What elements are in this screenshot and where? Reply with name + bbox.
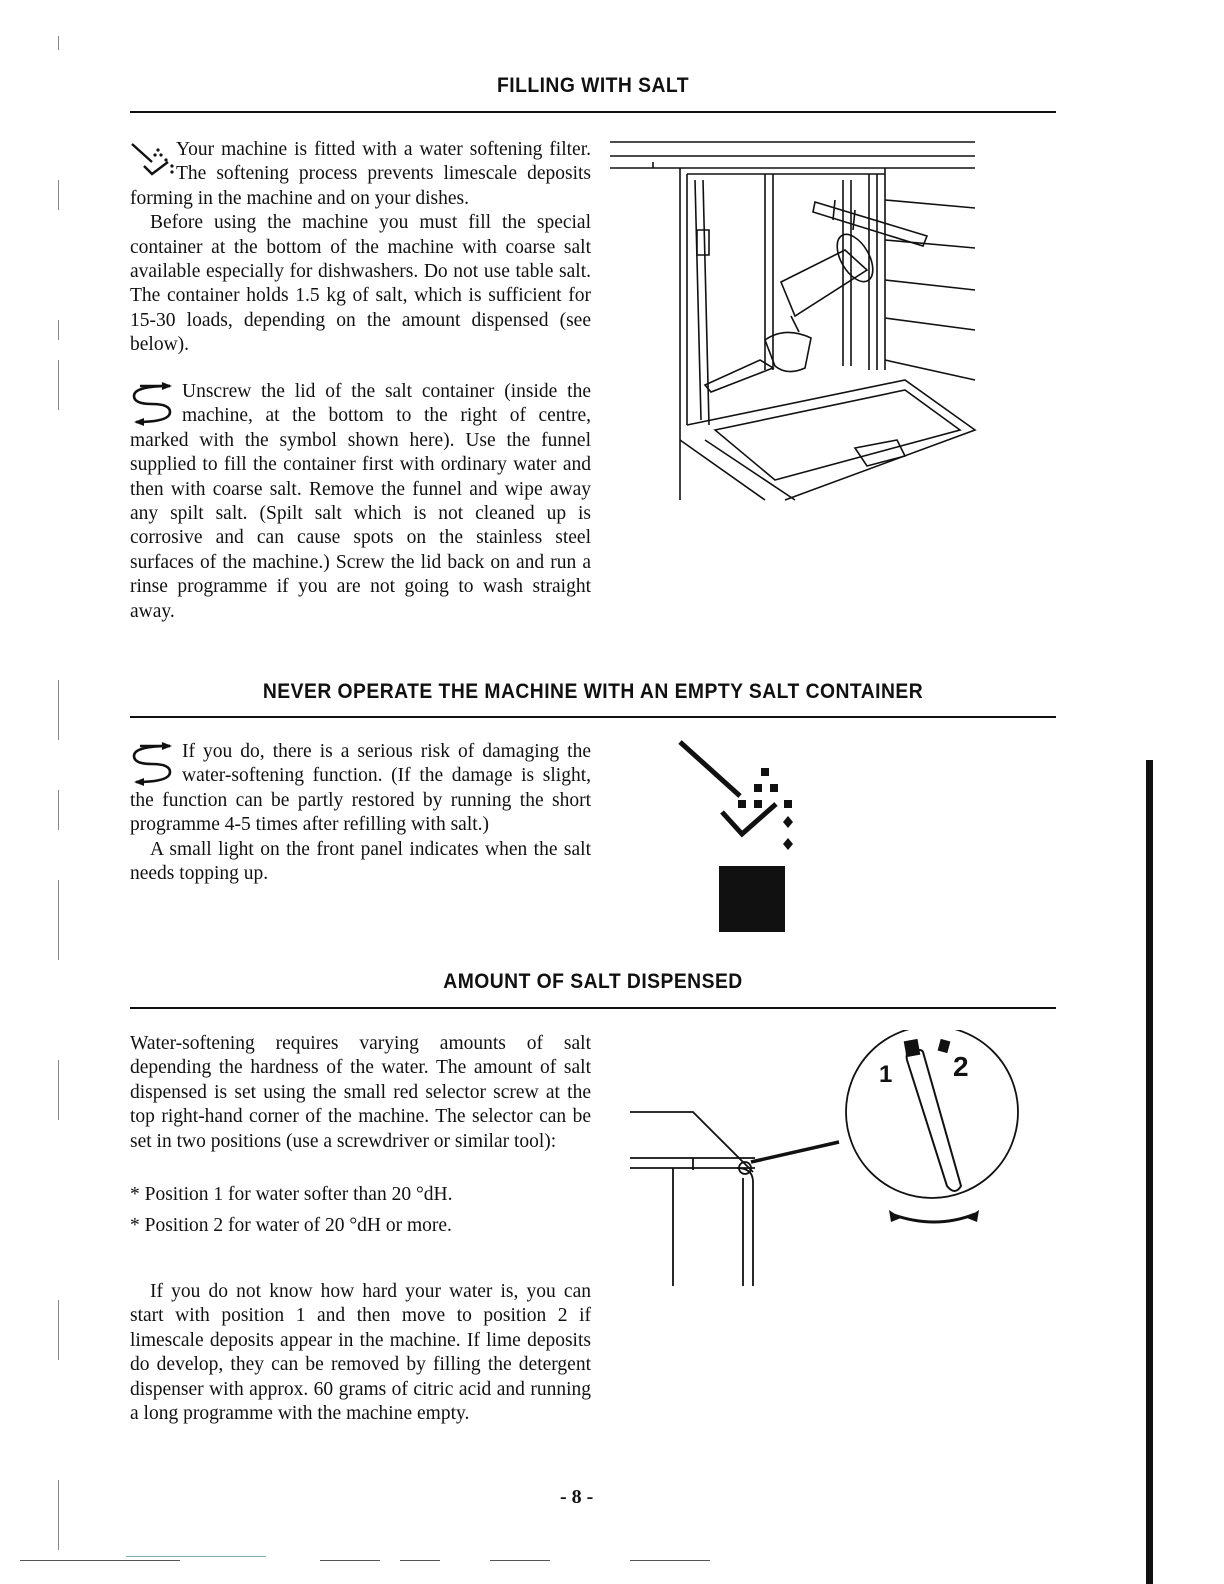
water-softener-icon	[130, 140, 176, 180]
water-softener-large-icon	[676, 738, 806, 858]
salt-selector-illustration	[625, 1030, 1025, 1290]
scan-margin-mark	[58, 680, 59, 740]
salt-indicator-light	[719, 866, 785, 932]
amount-advice-text: If you do not know how hard your water is, you can start with position 1 and then move to position 2 if limescale deposits appear in the machine. If lime deposits do develop, they can be removed by filling the detergent dispenser with approx. 60 grams of citric acid and running a long programme with the machine empty.	[130, 1281, 591, 1425]
scan-bottom-line	[630, 1560, 710, 1561]
scan-margin-mark	[58, 36, 59, 50]
salt-symbol-icon	[130, 382, 176, 426]
filling-before: Before using the machine you must fill the special container at the bottom of the machine with coarse salt available especially for dishwashers. Do not use table salt. The container holds 1.5 kg of salt, which is sufficient for 15-30 loads, depending on the amount dispensed (see below).	[130, 212, 591, 356]
section-title-never-operate: NEVER OPERATE THE MACHINE WITH AN EMPTY SALT CONTAINER	[262, 680, 924, 703]
scan-margin-mark	[58, 360, 59, 410]
dial-label-1: 1	[879, 1061, 893, 1088]
scan-bottom-line	[400, 1560, 440, 1561]
scan-margin-mark	[58, 1060, 59, 1120]
amount-advice	[130, 1280, 591, 1426]
scan-bottom-line	[126, 1556, 266, 1557]
scan-margin-mark	[58, 880, 59, 960]
bullet-position-2: * Position 2 for water of 20 °dH or more.	[130, 1215, 452, 1236]
dial-label-2: 2	[953, 1051, 969, 1082]
scan-bottom-line	[320, 1560, 380, 1561]
unscrew-text	[130, 380, 591, 624]
amount-intro-text: Water-softening requires varying amounts of salt depending the hardness of the water. The amount of salt dispensed is set using the small red selector screw at the top right-hand corner of the machine. The selector can be set in two positions (use a screwdriver or similar tool):	[130, 1033, 591, 1152]
dishwasher-filling-illustration	[605, 140, 980, 505]
section-title-filling: FILLING WITH SALT	[496, 74, 690, 97]
never-light: A small light on the front panel indicates when the salt needs topping up.	[130, 838, 591, 885]
scan-margin-mark	[58, 1480, 59, 1550]
section-rule	[130, 111, 1056, 113]
scan-right-edge	[1146, 760, 1153, 1584]
filling-text	[130, 138, 591, 358]
scan-bottom-line	[20, 1560, 180, 1561]
page-number: - 8 -	[560, 1486, 594, 1508]
never-text	[130, 740, 591, 886]
section-rule	[130, 716, 1056, 718]
amount-intro	[130, 1032, 591, 1154]
scan-bottom-line	[490, 1560, 550, 1561]
filling-intro: Your machine is fitted with a water softening filter. The softening process prevents limescale deposits forming in the machine and on your dishes.	[130, 139, 591, 209]
scan-margin-mark	[58, 790, 59, 830]
section-title-amount: AMOUNT OF SALT DISPENSED	[443, 970, 743, 993]
section-rule	[130, 1007, 1056, 1009]
never-risk: If you do, there is a serious risk of damaging the water-softening function. (If the damage is slight, the function can be partly restored by running the short programme 4-5 times after refilling with salt.)	[130, 741, 591, 836]
bullet-position-1: * Position 1 for water softer than 20 °dH.	[130, 1184, 453, 1205]
scan-margin-mark	[58, 180, 59, 210]
scan-margin-mark	[58, 1300, 59, 1360]
scan-margin-mark	[58, 320, 59, 340]
salt-symbol-icon	[130, 742, 176, 786]
filling-unscrew: Unscrew the lid of the salt container (inside the machine, at the bottom to the right of centre, marked with the symbol shown here). Use the funnel supplied to fill the container first with ordinary water and then with coarse salt. Remove the funnel and wipe away any spilt salt. (Spilt salt which is not cleaned up is corrosive and can cause spots on the stainless steel surfaces of the machine.) Screw the lid back on and run a rinse programme if you are not going to wash straight away.	[130, 381, 591, 622]
